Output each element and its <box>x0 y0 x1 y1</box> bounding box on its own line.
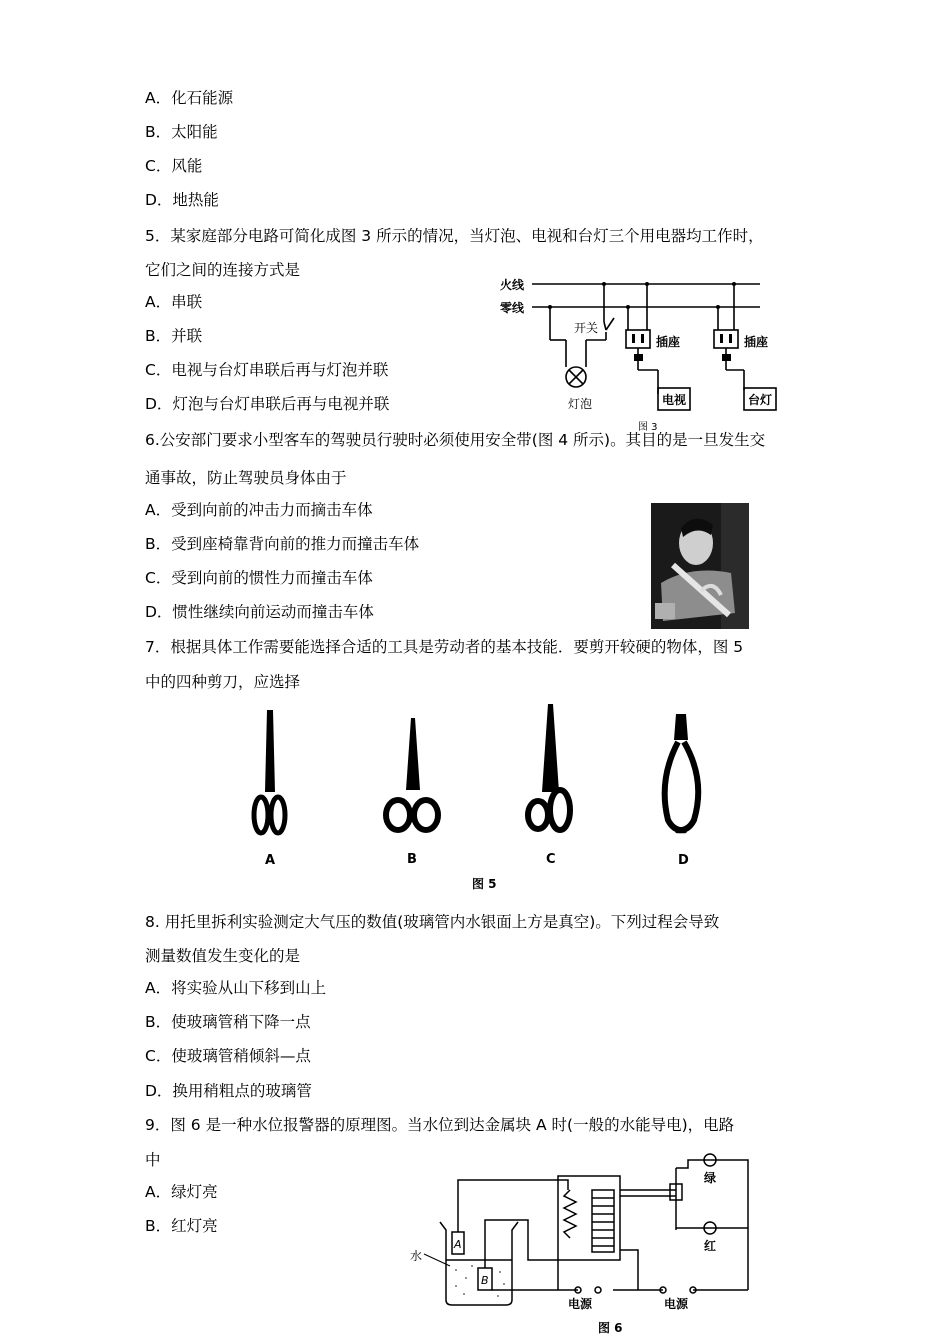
q5-option-c: C．电视与台灯串联后再与灯泡并联 <box>145 361 389 379</box>
fig3-caption: 图 3 <box>638 422 658 433</box>
q8-stem-line1: 8. 用托里拆利实验测定大气压的数值(玻璃管内水银面上方是真空)。下列过程会导致 <box>145 913 720 931</box>
q7-stem-line2: 中的四种剪刀，应选择 <box>145 673 301 691</box>
scissor-d-handle-icon <box>665 742 699 830</box>
q6-option-b: B．受到座椅靠背向前的推力而撞击车体 <box>145 535 420 553</box>
scissor-label-b: B <box>407 852 417 867</box>
fig6-caption: 图 6 <box>598 1321 623 1335</box>
fig3-lamp-label: 台灯 <box>748 393 773 407</box>
q6-stem-line2: 通事故，防止驾驶员身体由于 <box>145 469 347 487</box>
scissor-c-handle-icon <box>528 790 570 830</box>
q9-stem-line1: 9．图 6 是一种水位报警器的原理图。当水位到达金属块 A 时(一般的水能导电)，电路 <box>145 1116 735 1134</box>
scissor-label-a: A <box>265 853 276 868</box>
scissor-b-handle-icon <box>386 800 438 830</box>
scissor-a-blade-icon <box>265 710 275 792</box>
q6-option-c: C．受到向前的惯性力而撞击车体 <box>145 569 373 587</box>
fig3-socket2-label: 插座 <box>744 335 769 349</box>
q8-option-d: D．换用稍粗点的玻璃管 <box>145 1082 312 1100</box>
scissor-label-c: C <box>546 852 556 867</box>
q8-option-c: C．使玻璃管稍倾斜—点 <box>145 1047 311 1065</box>
fig3-tv-label: 电视 <box>662 393 687 407</box>
q5-stem-line2: 它们之间的连接方式是 <box>145 261 301 279</box>
fig3-neutral-label: 零线 <box>500 301 525 315</box>
q4-option-b: B．太阳能 <box>145 123 218 141</box>
fig6-block-a-label: A <box>454 1238 462 1251</box>
fig6-power1-label: 电源 <box>568 1297 593 1311</box>
q6-option-a: A．受到向前的冲击力而摘击车体 <box>145 501 373 519</box>
q9-option-b: B．红灯亮 <box>145 1217 218 1235</box>
figure-5-scissors <box>240 700 720 895</box>
scissor-d-blade-icon <box>674 714 688 740</box>
q5-option-d: D．灯泡与台灯串联后再与电视并联 <box>145 395 390 413</box>
q7-stem-line1: 7．根据具体工作需要能选择合适的工具是劳动者的基本技能．要剪开较硬的物体，图 5 <box>145 638 744 656</box>
scissor-c-blade-icon <box>542 704 559 792</box>
fig3-socket1-label: 插座 <box>656 335 681 349</box>
scissor-a-handle-icon <box>254 797 285 833</box>
fig3-live-label: 火线 <box>500 278 525 292</box>
q6-option-d: D．惯性继续向前运动而撞击车体 <box>145 603 374 621</box>
figure-3-circuit <box>498 270 783 435</box>
q8-option-b: B．使玻璃管稍下降一点 <box>145 1013 311 1031</box>
scissor-label-d: D <box>678 853 689 868</box>
fig6-red-label: 红 <box>704 1239 717 1253</box>
figure-4-seatbelt-photo <box>651 503 749 629</box>
q9-option-a: A．绿灯亮 <box>145 1183 218 1201</box>
q5-option-a: A．串联 <box>145 293 203 311</box>
q4-option-c: C．风能 <box>145 157 203 175</box>
q8-stem-line2: 测量数值发生变化的是 <box>145 947 301 965</box>
q6-stem-line1: 6.公安部门要求小型客车的驾驶员行驶时必须使用安全带(图 4 所示)。其目的是一旦发生交 <box>145 431 766 449</box>
fig5-caption: 图 5 <box>472 877 497 891</box>
q4-option-a: A．化石能源 <box>145 89 234 107</box>
scissor-b-blade-icon <box>406 718 420 790</box>
fig3-bulb-label: 灯泡 <box>568 397 593 411</box>
figure-6-water-alarm <box>408 1150 758 1340</box>
q8-option-a: A．将实验从山下移到山上 <box>145 979 327 997</box>
q5-option-b: B．并联 <box>145 327 203 345</box>
fig6-block-b-label: B <box>481 1274 489 1287</box>
fig3-switch-label: 开关 <box>574 321 599 335</box>
q4-option-d: D．地热能 <box>145 191 219 209</box>
q9-stem-line2: 中 <box>145 1151 161 1169</box>
q5-stem-line1: 5．某家庭部分电路可简化成图 3 所示的情况，当灯泡、电视和台灯三个用电器均工作时， <box>145 227 764 245</box>
fig6-power2-label: 电源 <box>664 1297 689 1311</box>
fig6-water-label: 水 <box>410 1249 423 1263</box>
fig6-green-label: 绿 <box>704 1171 717 1185</box>
